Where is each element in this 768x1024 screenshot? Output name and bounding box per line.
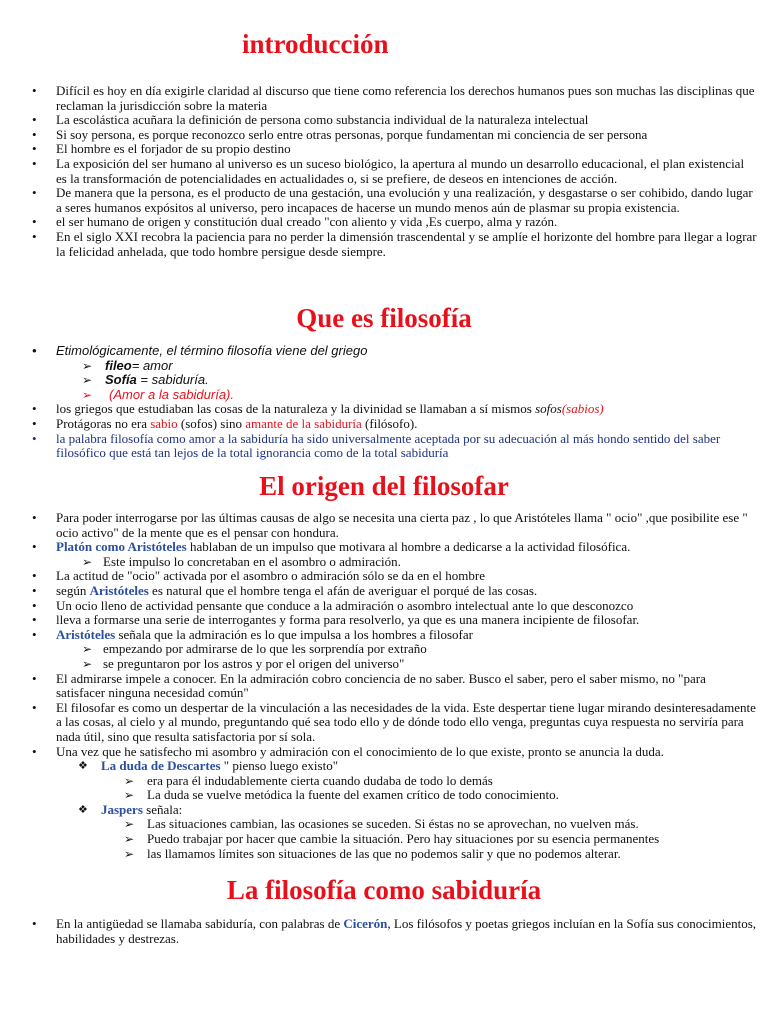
term-sofia-def: = sabiduría. bbox=[136, 372, 209, 388]
list-item: • Si soy persona, es porque reconozco serlo entre otras personas, porque fundamentan mi conciencia de ser persona bbox=[0, 128, 768, 143]
descartes-name: La duda de Descartes bbox=[101, 758, 221, 774]
list-item: • Etimológicamente, el término filosofía viene del griego bbox=[0, 344, 768, 359]
list-sub-item: ➢ empezando por admirarse de lo que les sorprendía por extraño bbox=[0, 642, 768, 657]
protagoras-text-2: (sofos) sino bbox=[177, 415, 246, 431]
list-item bbox=[0, 917, 768, 946]
term-sofia: Sofía bbox=[105, 372, 137, 388]
protagoras-text-3: (filósofo). bbox=[361, 415, 418, 431]
list-sub-item bbox=[0, 759, 768, 774]
list-item: • La escolástica acuñara la definición de persona como substancia individual de la naturaleza intelectual bbox=[0, 113, 768, 128]
griegos-sofos: sofos bbox=[535, 401, 562, 417]
list-sub-item: ➢ era para él indudablemente cierta cuando dudaba de todo lo demás bbox=[0, 774, 768, 789]
griegos-sabios: (sabios) bbox=[561, 401, 604, 417]
list-sub-item: ➢ Puedo trabajar por hacer que cambie la situación. Pero hay situaciones por su esencia permanentes bbox=[0, 832, 768, 847]
item-text: según bbox=[56, 582, 90, 598]
sabiduria-title: La filosofía como sabiduría bbox=[226, 875, 542, 905]
list-item: • El hombre es el forjador de su propio destino bbox=[0, 142, 768, 157]
ciceron-name: Cicerón bbox=[343, 916, 388, 931]
list-sub-item: ➢ las llamamos límites son situaciones de las que no podemos salir y que no podemos alterar. bbox=[0, 847, 768, 862]
platon-aristoteles: Platón como Aristóteles bbox=[56, 539, 187, 555]
list-item: • Difícil es hoy en día exigirle claridad al discurso que tiene como referencia los derechos humanos pues son muchas las disciplinas que reclaman la jurisdicción sobre la materia bbox=[0, 84, 768, 113]
list-sub-item: ➢ (Amor a la sabiduría). bbox=[0, 388, 768, 403]
protagoras-text-1: Protágoras no era bbox=[56, 415, 151, 431]
term-fileo-def: = amor bbox=[131, 357, 173, 373]
item-text: , Los filósofos y poetas griegos incluían en la Sofía sus conocimientos, habilidades y destrezas. bbox=[56, 916, 757, 946]
list-item: • Una vez que he satisfecho mi asombro y admiración con el conocimiento de lo que existe, pronto se anuncia la duda. bbox=[0, 745, 768, 760]
list-item: • El filosofar es como un despertar de la vinculación a las necesidades de la vida. Este despertar tiene lugar mirando desinteresadamente a las cosas, al cielo y al mundo, preguntando qué sea todo ello y de dónde todo ello venga, preguntas cuya respuesta no serviría para nada útil, sino que resulta satisfactoria por sí sola. bbox=[0, 701, 768, 745]
aristoteles-name: Aristóteles bbox=[89, 582, 149, 598]
list-item bbox=[0, 402, 768, 417]
filosofia-title: Que es filosofía bbox=[296, 303, 472, 333]
list-item: • Para poder interrogarse por las últimas causas de algo se necesita una cierta paz , lo que Aristóteles llama " ocio" ,que posibilite ese " ocio activo" de la mente que es el pensar con hondura. bbox=[0, 511, 768, 540]
origen-list bbox=[0, 511, 768, 861]
item-text: señala: bbox=[142, 801, 183, 817]
list-item bbox=[0, 417, 768, 432]
list-item bbox=[0, 540, 768, 555]
list-sub-item bbox=[0, 359, 768, 374]
intro-list bbox=[0, 84, 768, 259]
list-item: • En el siglo XXI recobra la paciencia para no perder la dimensión trascendental y se amplíe el horizonte del hombre para llegar a lograr la felicidad anhelada, que todo hombre persigue desde siempre. bbox=[0, 230, 768, 259]
list-sub-item: ➢ La duda se vuelve metódica la fuente del examen crítico de todo conocimiento. bbox=[0, 788, 768, 803]
list-sub-item: ➢ se preguntaron por los astros y por el origen del universo" bbox=[0, 657, 768, 672]
item-text: señala que la admiración es lo que impulsa a los hombres a filosofar bbox=[115, 626, 473, 642]
list-item: • La actitud de "ocio" activada por el asombro o admiración sólo se da en el hombre bbox=[0, 569, 768, 584]
list-item: • lleva a formarse una serie de interrogantes y forma para resolverlo, ya que es una manera incipiente de filosofar. bbox=[0, 613, 768, 628]
item-text: En la antigüedad se llamaba sabiduría, con palabras de bbox=[56, 916, 344, 931]
jaspers-name: Jaspers bbox=[101, 801, 143, 817]
griegos-text: los griegos que estudiaban las cosas de la naturaleza y la divinidad se llamaban a sí mismos bbox=[56, 401, 536, 417]
protagoras-sabio: sabio bbox=[150, 415, 178, 431]
origen-title: El origen del filosofar bbox=[259, 471, 509, 501]
list-sub-item bbox=[0, 803, 768, 818]
list-item: • el ser humano de origen y constitución dual creado "con aliento y vida ,Es cuerpo, alma y razón. bbox=[0, 215, 768, 230]
list-sub-item: ➢ Este impulso lo concretaban en el asombro o admiración. bbox=[0, 555, 768, 570]
sabiduria-list bbox=[0, 917, 768, 946]
filosofia-list bbox=[0, 344, 768, 461]
intro-title: introducción bbox=[242, 29, 389, 59]
list-item bbox=[0, 584, 768, 599]
list-item: • la palabra filosofía como amor a la sabiduría ha sido universalmente aceptada por su adecuación al más hondo sentido del saber filosófico que está tan lejos de la total ignorancia como de la total sabiduría bbox=[0, 432, 768, 461]
list-sub-item bbox=[0, 373, 768, 388]
item-text: " pienso luego existo" bbox=[220, 758, 339, 774]
list-item: • De manera que la persona, es el producto de una gestación, una evolución y una realización, y desgastarse o ser cohibido, dando lugar a seres humanos expósitos al universo, pero incapaces de hacerse un mundo menos aún de plasmar su propia existencia. bbox=[0, 186, 768, 215]
list-item: • Un ocio lleno de actividad pensante que conduce a la admiración o asombro intelectual ante lo que desconozco bbox=[0, 599, 768, 614]
list-item: • El admirarse impele a conocer. En la admiración cobro conciencia de no saber. Busco el saber, pero el saber mismo, no "para satisfacer ninguna necesidad común" bbox=[0, 672, 768, 701]
list-item bbox=[0, 628, 768, 643]
item-text: es natural que el hombre tenga el afán de averiguar el porqué de las cosas. bbox=[148, 582, 538, 598]
item-text: hablaban de un impulso que motivara al hombre a dedicarse a la actividad filosófica. bbox=[186, 539, 631, 555]
term-fileo: fileo bbox=[105, 357, 132, 373]
protagoras-amante: amante de la sabiduría bbox=[245, 415, 362, 431]
list-sub-item: ➢ Las situaciones cambian, las ocasiones se suceden. Si éstas no se aprovechan, no vuelven más. bbox=[0, 817, 768, 832]
list-item: • La exposición del ser humano al universo es un suceso biológico, la apertura al mundo un desarrollo educacional, el plan existencial es la transformación de potencialidades en actualidades o, si se prefiere, de deseos en intenciones de acción. bbox=[0, 157, 768, 186]
aristoteles-name: Aristóteles bbox=[56, 626, 116, 642]
